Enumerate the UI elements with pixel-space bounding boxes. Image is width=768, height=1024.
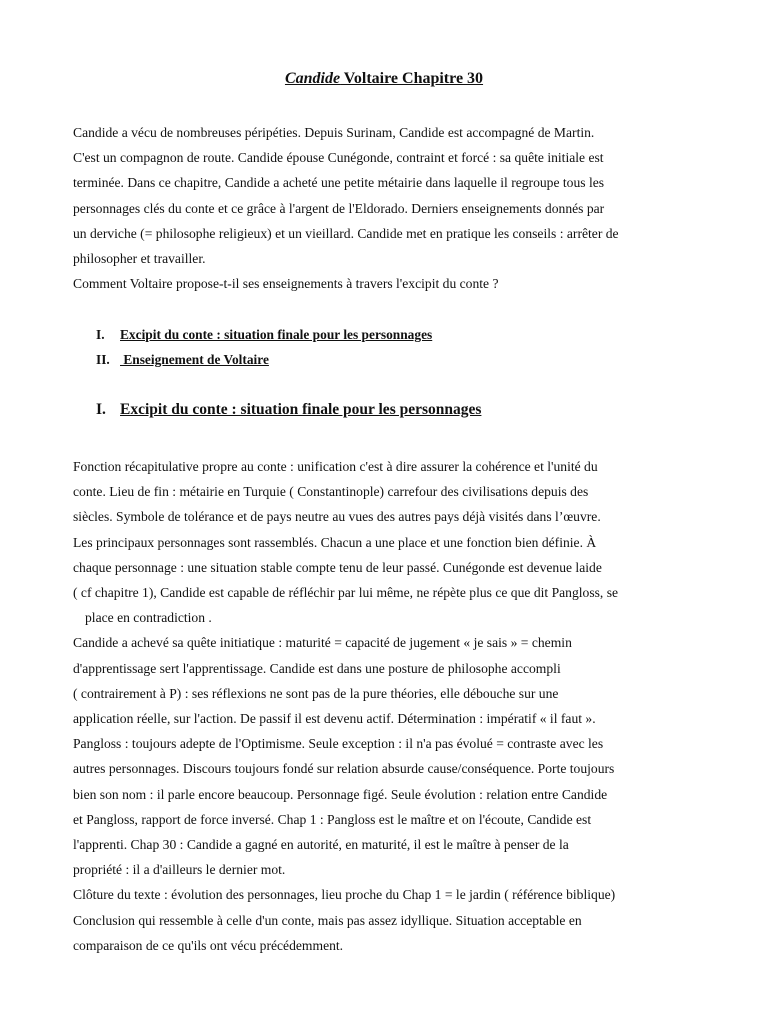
intro-line: personnages clés du conte et ce grâce à l'argent de l'Eldorado. Derniers enseignements donnés par	[73, 200, 605, 216]
plan-list	[96, 322, 656, 372]
title-work: Candide	[284, 70, 341, 87]
plan-item-label: Excipit du conte : situation finale pour les personnages	[120, 327, 433, 342]
body-line: siècles. Symbole de tolérance et de pays neutre au vues des autres pays déjà visités dans l’œuvre.	[73, 509, 601, 525]
body-line: Conclusion qui ressemble à celle d'un conte, mais pas assez idyllique. Situation acceptable en	[73, 912, 582, 928]
body-line: d'apprentissage sert l'apprentissage. Candide est dans une posture de philosophe accompli	[73, 660, 561, 676]
document-title	[0, 68, 768, 90]
body-paragraph	[73, 882, 697, 958]
body-paragraph	[73, 454, 697, 630]
section-body	[73, 454, 697, 958]
body-paragraph	[73, 731, 697, 882]
problematic-line: Comment Voltaire propose-t-il ses enseignements à travers l'excipit du conte ?	[73, 276, 499, 292]
body-line: ( cf chapitre 1), Candide est capable de réfléchir par lui même, ne répète plus ce que dit Pangloss, se	[73, 585, 619, 601]
title-rest: Voltaire Chapitre 30	[340, 70, 484, 87]
body-line: et Pangloss, rapport de force inversé. Chap 1 : Pangloss est le maître et on l'écoute, Candide est	[73, 811, 592, 827]
plan-item	[96, 347, 656, 372]
section-heading	[96, 398, 696, 422]
body-line: bien son nom : il parle encore beaucoup. Personnage figé. Seule évolution : relation entre Candide	[73, 786, 608, 802]
intro-line: terminée. Dans ce chapitre, Candide a acheté une petite métairie dans laquelle il regroupe tous les	[73, 175, 605, 191]
intro-line: Candide a vécu de nombreuses péripéties. Depuis Surinam, Candide est accompagné de Martin.	[73, 125, 595, 140]
body-line: Clôture du texte : évolution des personnages, lieu proche du Chap 1 = le jardin ( référence biblique)	[73, 887, 616, 903]
body-line: application réelle, sur l'action. De passif il est devenu actif. Détermination : impératif « il faut ».	[73, 711, 596, 727]
body-line: ( contrairement à P) : ses réflexions ne sont pas de la pure théories, elle débouche sur une	[73, 685, 559, 701]
intro-paragraph	[73, 120, 697, 296]
plan-item-label: Enseignement de Voltaire	[120, 352, 269, 367]
body-line: Les principaux personnages sont rassemblés. Chacun a une place et une fonction bien définie. À	[73, 534, 597, 550]
section-title: Excipit du conte : situation finale pour les personnages	[120, 401, 482, 418]
intro-line: un derviche (= philosophe religieux) et un vieillard. Candide met en pratique les conseils : arrêter de	[73, 225, 619, 241]
body-line: l'apprenti. Chap 30 : Candide a gagné en autorité, en maturité, il est le maître à penser de la	[73, 837, 569, 853]
body-line: place en contradiction .	[85, 610, 212, 626]
body-line: Pangloss : toujours adepte de l'Optimisme. Seule exception : il n'a pas évolué = contraste avec les	[73, 736, 604, 752]
body-line: Fonction récapitulative propre au conte : unification c'est à dire assurer la cohérence et l'unité du	[73, 459, 598, 474]
section-number: I.	[96, 401, 106, 418]
plan-item-number: I.	[96, 327, 105, 342]
body-line: chaque personnage : une situation stable compte tenu de leur passé. Cunégonde est devenue laide	[73, 559, 602, 575]
body-line: conte. Lieu de fin : métairie en Turquie ( Constantinople) carrefour des civilisations depuis des	[73, 484, 589, 500]
plan-item-number: II.	[96, 352, 110, 367]
body-line: Candide a achevé sa quête initiatique : maturité = capacité de jugement « je sais » = chemin	[73, 635, 572, 651]
body-line: propriété : il a d'ailleurs le dernier mot.	[73, 862, 286, 878]
title-text	[285, 70, 483, 87]
body-line: comparaison de ce qu'ils ont vécu précédemment.	[73, 937, 344, 953]
intro-line: C'est un compagnon de route. Candide épouse Cunégonde, contraint et forcé : sa quête initiale est	[73, 150, 604, 166]
plan-item	[96, 322, 656, 347]
body-paragraph	[73, 630, 697, 731]
body-line: autres personnages. Discours toujours fondé sur relation absurde cause/conséquence. Porte toujours	[73, 761, 615, 777]
intro-line: philosopher et travailler.	[73, 251, 206, 267]
